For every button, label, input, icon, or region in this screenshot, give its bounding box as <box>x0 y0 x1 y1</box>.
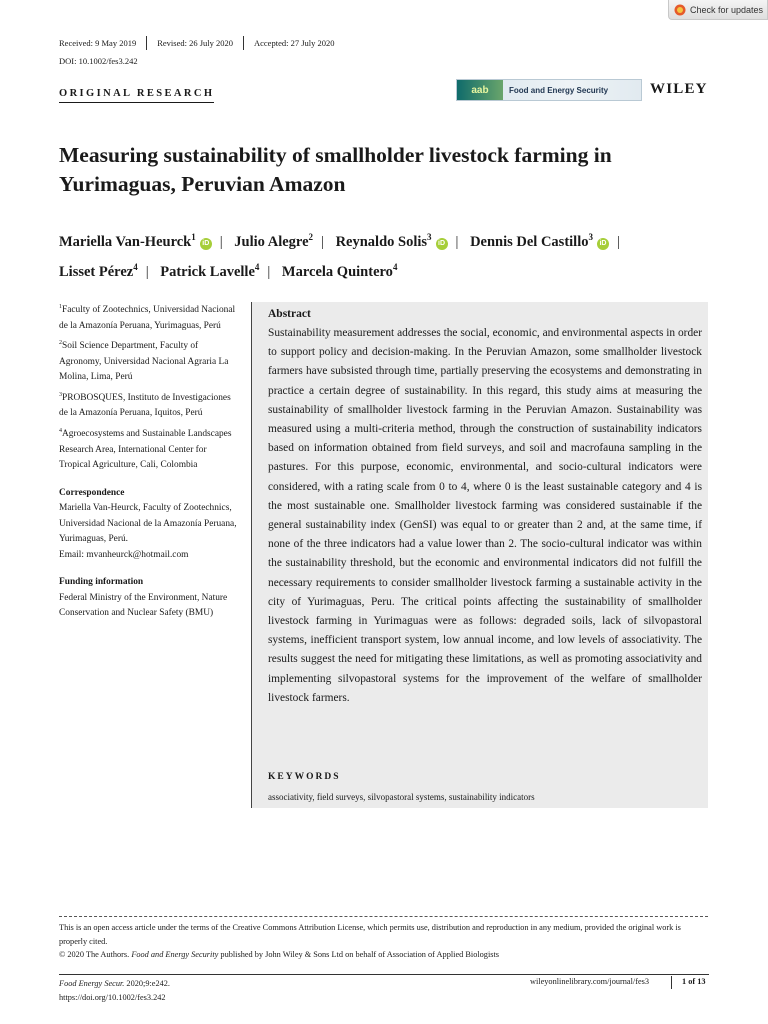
affiliation-text: PROBOSQUES, Instituto de Investigaciones de la Amazonía Peruana, Iquitos, Perú <box>59 392 231 419</box>
author-name[interactable] <box>59 261 138 280</box>
author-name[interactable] <box>59 234 212 250</box>
aab-logo-mark: aab <box>457 80 503 100</box>
copyright-prefix: © 2020 The Authors. <box>59 950 130 959</box>
date-separator <box>243 36 244 50</box>
orcid-icon[interactable]: iD <box>597 238 609 250</box>
footer-divider <box>59 916 708 917</box>
author-affiliation-number: 4 <box>392 261 398 272</box>
affiliation-number: 1 <box>59 304 62 310</box>
affiliations <box>59 300 239 474</box>
author-separator: | <box>145 263 149 280</box>
keywords-heading: KEYWORDS <box>268 772 341 782</box>
copyright-suffix: published by John Wiley & Sons Ltd on behalf of Association of Applied Biologists <box>220 950 500 959</box>
abstract-box <box>251 302 708 808</box>
author-name[interactable] <box>281 261 398 280</box>
bottom-rule <box>59 974 709 975</box>
funding-heading: Funding information <box>59 577 144 587</box>
author-name-text: Mariella Van-Heurck <box>59 233 192 250</box>
sidebar-info <box>59 300 239 622</box>
received-date: Received: 9 May 2019 <box>59 38 137 48</box>
author-name[interactable] <box>234 234 313 250</box>
funding-text: Federal Ministry of the Environment, Nature Conservation and Nuclear Safety (BMU) <box>59 592 228 618</box>
page-separator <box>671 976 672 989</box>
check-updates-label: Check for updates <box>690 4 764 15</box>
author-affiliation-number: 1 <box>191 232 196 242</box>
author-affiliation-number: 3 <box>588 232 593 242</box>
article-dates <box>59 37 345 49</box>
orcid-icon[interactable]: iD <box>200 238 212 250</box>
author-name[interactable] <box>470 234 609 250</box>
author-list <box>59 225 709 285</box>
author-affiliation-number: 3 <box>427 232 432 242</box>
author-name-text: Julio Alegre <box>234 233 309 250</box>
author-separator: | <box>267 263 271 280</box>
abstract-text: Sustainability measurement addresses the social, economic, and environmental aspects in order to support policy and decision-making. In the Peruvian Amazon, some smallholder livestock farmers have subsisted through time, partially preserving the ecosystems and demonstrating in practice a certain degree of sustainability. In this regard, this study aims at measuring the sustainability of smallholder livestock farming in the Peruvian Amazon. Sustainability was measured using a multi-criteria method, through the construction of sustainability indicators based on information obtained from field surveys, and soil and macrofauna sampling in the pastures. For this purpose, economic, environmental, and socio-cultural indicators were considered, with a rating scale from 0 to 4, where 0 is the least sustainable category and 4 is the most sustainable one. Smallholder livestock farming was considered sustainable if the general sustainability index (GenSI) was equal to or greater than 2 and, at the same time, if none of the three indicators had a value lower than 2. The socio-cultural indicator was within the sustainability threshold, but the economic and environmental indicators did not fulfill the necessary requirements to consider smallholder livestock farming a sustainable activity in the city of Yurimaguas, Peru. The critical points affecting the sustainability of smallholder livestock farming in Yurimaguas were as follows: degraded soils, lack of silvopastoral systems, inefficient transport system, low annual income, and low levels of associativity. The results suggest the need for mitigating these limitations, as well as promoting associativity and implementing silvopastoral systems for the improvement of the welfare of smallholder livestock farmers. <box>268 327 702 704</box>
journal-name: Food and Energy Security <box>509 85 609 95</box>
affiliation-number: 2 <box>59 340 62 347</box>
publisher-logo[interactable]: WILEY <box>650 81 708 97</box>
affiliation-item <box>59 336 239 386</box>
affiliation-item <box>59 424 239 474</box>
citation-doi-link[interactable]: https://doi.org/10.1002/fes3.242 <box>59 993 166 1002</box>
citation <box>59 977 170 1005</box>
citation-journal: Food Energy Secur. <box>59 979 125 988</box>
journal-website-link[interactable]: wileyonlinelibrary.com/journal/fes3 <box>530 977 650 986</box>
author-name[interactable] <box>336 234 448 250</box>
affiliation-text: Soil Science Department, Faculty of Agronomy, Universidad Nacional Agraria La Molina, Lima, Perú <box>59 341 229 383</box>
article-title: Measuring sustainability of smallholder livestock farming in Yurimaguas, Peruvian Amazon <box>59 143 612 196</box>
affiliation-text: Faculty of Zootechnics, Universidad Nacional de la Amazonía Peruana, Yurimaguas, Perú <box>59 305 236 331</box>
section-label: ORIGINAL RESEARCH <box>59 88 214 103</box>
accepted-date: Accepted: 27 July 2020 <box>254 38 335 48</box>
affiliation-text: Agroecosystems and Sustainable Landscapes Research Area, International Center for Tropical Agriculture, Cali, Colombia <box>59 429 232 470</box>
doi: DOI: 10.1002/fes3.242 <box>59 56 138 66</box>
author-name-text: Patrick Lavelle <box>160 263 255 280</box>
license-notice <box>59 921 709 962</box>
correspondence-email[interactable]: Email: mvanheurck@hotmail.com <box>59 549 189 560</box>
author-name[interactable] <box>160 261 260 280</box>
check-updates-icon <box>674 4 686 16</box>
author-separator: | <box>455 233 459 250</box>
author-name-text: Dennis Del Castillo <box>470 233 589 250</box>
page-number: 1 of 13 <box>682 977 706 986</box>
revised-date: Revised: 26 July 2020 <box>157 38 233 48</box>
author-separator: | <box>616 233 620 250</box>
correspondence-heading: Correspondence <box>59 487 125 498</box>
abstract-heading: Abstract <box>268 308 311 320</box>
author-name-text: Lisset Pérez <box>59 263 134 280</box>
author-affiliation-number: 4 <box>133 261 138 272</box>
author-name-text: Reynaldo Solis <box>335 233 428 250</box>
affiliation-number: 4 <box>59 427 62 434</box>
license-text: This is an open access article under the terms of the Creative Commons Attribution License, which permits use, distribution and reproduction in any medium, provided the original work is properly cited. <box>59 923 681 946</box>
author-affiliation-number: 2 <box>308 232 314 242</box>
copyright-line <box>59 948 709 962</box>
citation-volume: 2020;9:e242. <box>124 979 170 988</box>
orcid-icon[interactable]: iD <box>436 238 448 250</box>
author-separator: | <box>321 233 324 250</box>
affiliation-item <box>59 388 239 422</box>
author-affiliation-number: 4 <box>254 261 260 272</box>
affiliation-number: 3 <box>59 391 62 398</box>
author-separator: | <box>219 233 223 250</box>
keywords: associativity, field surveys, silvopastoral systems, sustainability indicators <box>268 792 535 802</box>
date-separator <box>146 36 147 50</box>
correspondence-text: Mariella Van-Heurck, Faculty of Zootechnics, Universidad Nacional de la Amazonía Peruana, Yurimaguas, Perú. <box>59 503 237 544</box>
affiliation-item <box>59 300 239 334</box>
check-for-updates-button[interactable] <box>668 0 768 20</box>
author-name-text: Marcela Quintero <box>281 263 393 280</box>
journal-logo[interactable] <box>456 79 642 101</box>
copyright-journal: Food and Energy Security <box>131 950 219 959</box>
